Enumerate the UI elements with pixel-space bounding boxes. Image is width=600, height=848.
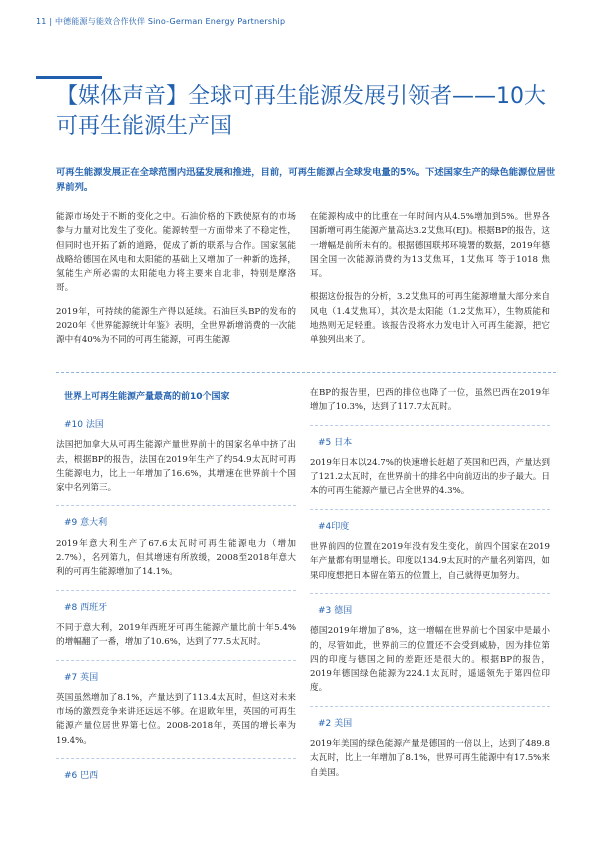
title-line-2: 可再生能源生产国 — [56, 114, 233, 139]
country-text-france: 法国把加拿大从可再生能源产量世界前十的国家名单中挤了出去，根据BP的报告，法国在2019年生产了约54.9太瓦时可再生能源电力，比上一年增加了16.6%，其增速在世界前十个国家中名列第三。 — [56, 440, 296, 494]
page-title — [56, 82, 556, 142]
section-title: 世界上可再生能源产量最高的前10个国家 — [64, 392, 230, 402]
country-heading-germany: #3 德国 — [318, 605, 353, 616]
intro-paragraph: 在能源构成中的比重在一年时间内从4.5%增加到5%。世界各国新增可再生能源产量高达3.2艾焦耳(EJ)。根据BP的报告，这一增幅是前所未有的。根据德国联邦环境署的数据，2019年德国全国一次能源消费约为13艾焦耳，1艾焦耳 等于1018 焦耳。 — [310, 212, 550, 280]
dashed-separator — [56, 590, 296, 591]
country-text-india: 世界前四的位置在2019年没有发生变化，前四个国家在2019年产量都有明显增长。印度以134.9太瓦时的产量名列第四，如果印度想把日本留在第五的位置上，自己就得更加努力。 — [310, 542, 550, 581]
country-heading-brazil: #6 巴西 — [64, 771, 99, 782]
country-text-spain: 不同于意大利，2019年西班牙可再生能源产量比前十年5.4%的增幅翻了一番，增加了10.6%，达到了77.5太瓦时。 — [56, 622, 296, 648]
dashed-separator — [56, 505, 296, 506]
lead-paragraph: 可再生能源发展正在全球范围内迅猛发展和推进，目前，可再生能源占全球发电量的5%。下述国家生产的绿色能源位居世界前列。 — [56, 167, 556, 193]
dashed-separator — [310, 425, 550, 426]
country-heading-france: #10 法国 — [64, 420, 104, 430]
countries-column-right — [310, 386, 550, 789]
country-text-usa: 2019年美国的绿色能源产量是德国的一倍以上，达到了489.8太瓦时，比上一年增加了8.1%，世界可再生能源中有17.5%来自美国。 — [310, 739, 550, 778]
country-heading-italy: #9 意大利 — [64, 518, 108, 529]
dashed-separator — [310, 593, 550, 594]
country-heading-usa: #2 美国 — [318, 718, 353, 729]
country-text-brazil-continued: 在BP的报告里，巴西的排位也降了一位，虽然巴西在2019年增加了10.3%，达到了117.7太瓦时。 — [310, 388, 550, 413]
page-header: 11 | 中德能源与能效合作伙伴 Sino-German Energy Partnership — [36, 17, 286, 26]
intro-paragraph: 根据这份报告的分析，3.2艾焦耳的可再生能源增量大部分来自风电（1.4艾焦耳），其次是太阳能（1.2艾焦耳），生物质能和地热则无足轻重。该报告没将水力发电计入可再生能源，把它单独列出来了。 — [310, 292, 550, 346]
country-text-italy: 2019年意大利生产了67.6太瓦时可再生能源电力（增加2.7%），名列第九，但其增速有所放缓，2008至2018年意大利的可再生能源增加了14.1%。 — [56, 538, 296, 578]
country-text-germany: 德国2019年增加了8%，这一增幅在世界前七个国家中是最小的，尽管如此，世界前三的位置还不会受到威胁，因为排位第四的印度与德国之间的差距还是很大的。根据BP的报告，2019年德国绿色能源为224.1太瓦时，遥遥领先于第四位印度。 — [310, 626, 550, 694]
country-heading-india: #4印度 — [318, 521, 350, 532]
section-divider — [56, 372, 556, 373]
dashed-separator — [56, 660, 296, 661]
country-text-uk: 英国虽然增加了8.1%，产量达到了113.4太瓦时，但这对未来市场的激烈竞争来讲还远远不够。在退欧年里，英国的可再生能源产量位居世界第七位。2008-2018年，英国的增长率为19.4%。 — [56, 692, 296, 746]
country-heading-uk: #7 英国 — [64, 672, 99, 683]
dashed-separator — [56, 758, 296, 759]
country-text-japan: 2019年日本以24.7%的快速增长赶超了英国和巴西，产量达到了121.2太瓦时，在世界前十的排名中向前迈出的步子最大。日本的可再生能源产量已占全世界的4.3%。 — [310, 457, 550, 497]
title-accent-bar — [36, 76, 102, 79]
intro-column-left — [56, 210, 296, 357]
countries-column-left — [56, 418, 296, 789]
intro-paragraph: 能源市场处于不断的变化之中。石油价格的下跌使原有的市场参与力量对比发生了变化。能源转型一方面带来了不稳定性，但同时也开拓了新的道路，促成了新的联系与合作。国家氢能战略给德国在风电和太阳能的基础上又增加了一种新的选择，氢能生产所必需的太阳能电力将主要来自北非，特别是摩洛哥。 — [56, 212, 296, 294]
country-heading-japan: #5 日本 — [318, 437, 353, 448]
country-heading-spain: #8 西班牙 — [64, 602, 108, 613]
title-line-1: 【媒体声音】全球可再生能源发展引领者——10大 — [56, 84, 546, 109]
intro-column-right — [310, 210, 550, 357]
intro-paragraph: 2019年，可持续的能源生产得以延续。石油巨头BP的发布的2020年《世界能源统计年鉴》表明，全世界新增消费的一次能源中有40%为不同的可再生能源，可再生能源 — [56, 306, 296, 346]
dashed-separator — [310, 509, 550, 510]
dashed-separator — [310, 706, 550, 707]
